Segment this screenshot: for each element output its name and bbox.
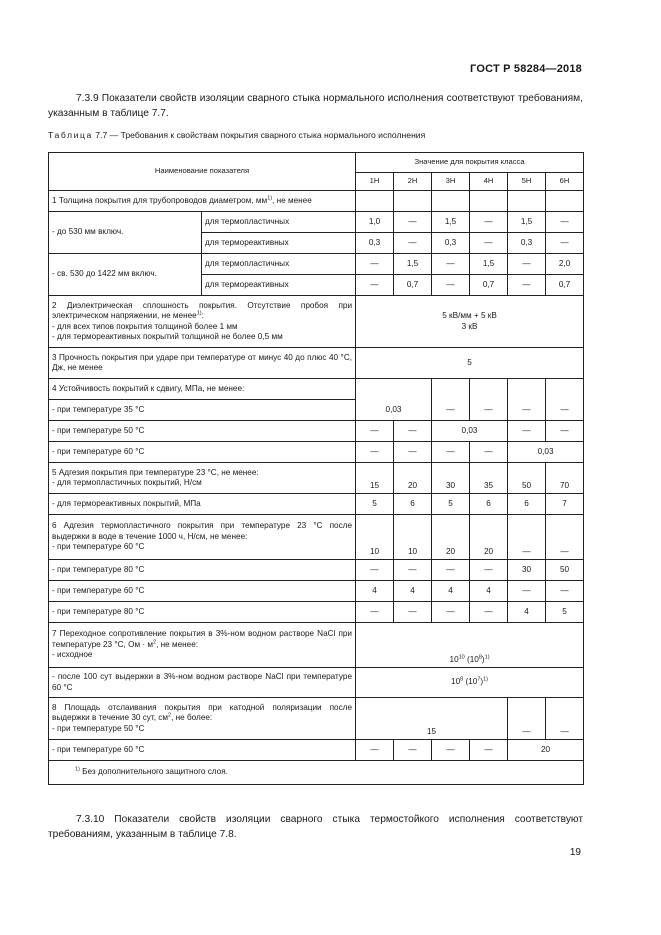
header-class-values: Значение для покрытия класса: [356, 153, 584, 173]
value-cell: —: [546, 421, 584, 442]
value-cell: —: [546, 581, 584, 602]
value-cell: —: [356, 254, 394, 275]
value-cell: 30: [432, 463, 470, 494]
outro-paragraph: 7.3.10 Показатели свойств изоляции сварного стыка термостойкого исполнения соответствуют требованиям, указанным в таблице 7.8.: [48, 814, 583, 840]
header-indicator-name: Наименование показателя: [49, 153, 356, 191]
value-cell: 1,0: [356, 212, 394, 233]
value-cell: —: [432, 442, 470, 463]
value-cell: —: [470, 212, 508, 233]
value-cell: —: [356, 602, 394, 623]
value-cell: 0,7: [470, 275, 508, 296]
value-cell: —: [432, 560, 470, 581]
value-cell: 6: [470, 494, 508, 515]
section-3-label: 3 Прочность покрытия при ударе при температуре от минус 40 до плюс 40 °С, Дж, не менее: [49, 348, 356, 379]
s6-row-2-label: - при температуре 80 °С: [49, 560, 356, 581]
value-cell: —: [546, 698, 584, 740]
header-class-2: 2Н: [394, 173, 432, 191]
table-caption-number: 7.7 —: [92, 130, 121, 140]
value-cell: —: [394, 602, 432, 623]
s1-g2-sub-1: для термопластичных: [202, 254, 356, 275]
section-6-label: 6 Адгезия термопластичного покрытия при температуре 23 °С после выдержки в воде в течение 1000 ч, Н/см, не менее: - при температуре 60 °С: [49, 515, 356, 560]
table-row: [49, 494, 584, 515]
table-row: [49, 254, 584, 275]
table-caption: [48, 130, 588, 140]
value-cell: 1,5: [432, 212, 470, 233]
table-row: [49, 348, 584, 379]
s7-row-2-label: - после 100 сут выдержки в 3%-ном водном растворе NaCl при температуре 60 °С: [49, 668, 356, 698]
value-cell: —: [508, 515, 546, 560]
table-row: [49, 212, 584, 233]
value-cell: —: [470, 740, 508, 761]
table-row: [49, 560, 584, 581]
value-cell: —: [394, 560, 432, 581]
value-cell: —: [508, 275, 546, 296]
s4-row-3-label: - при температуре 60 °С: [49, 442, 356, 463]
value-cell: 50: [508, 463, 546, 494]
table-row: [49, 623, 584, 668]
value-cell: 0,3: [432, 233, 470, 254]
value-cell: —: [508, 400, 546, 421]
value-cell: —: [394, 740, 432, 761]
value-cell: —: [432, 254, 470, 275]
table-row: [49, 400, 584, 421]
table-row: [49, 442, 584, 463]
s5-row-2-label: - для термореактивных покрытий, МПа: [49, 494, 356, 515]
section-7-label: 7 Переходное сопротивление покрытия в 3%-ном водном растворе NaCl при температуре 23 °С, Ом · $м^2$, не менее: - исходное: [49, 623, 356, 668]
table-row: [49, 463, 584, 494]
value-cell: —: [546, 212, 584, 233]
value-cell: —: [356, 740, 394, 761]
table-row: [49, 296, 584, 348]
table-caption-prefix: Таблица: [48, 130, 93, 140]
value-cell: —: [470, 400, 508, 421]
value-cell: 4: [356, 581, 394, 602]
intro-paragraph: 7.3.9 Показатели свойств изоляции сварного стыка нормального исполнения соответствуют требованиям, указанным в таблице 7.7.: [48, 93, 583, 119]
table-row: [49, 740, 584, 761]
value-cell: —: [508, 254, 546, 275]
value-cell: —: [546, 400, 584, 421]
value-cell: —: [470, 560, 508, 581]
section-1-title: 1 Толщина покрытия для трубопроводов диаметром, $мм^{1)}$, не менее: [49, 191, 356, 212]
value-cell: —: [394, 442, 432, 463]
value-cell: 1,5: [508, 212, 546, 233]
value-cell: 20: [394, 463, 432, 494]
s4-empty-4: [470, 379, 508, 400]
value-cell: 15: [356, 698, 508, 740]
value-cell: 10: [394, 515, 432, 560]
value-cell: 2,0: [546, 254, 584, 275]
value-cell: —: [432, 602, 470, 623]
value-cell: 7: [546, 494, 584, 515]
s1-empty-3: [432, 191, 470, 212]
s6-row-4-label: - при температуре 80 °С: [49, 602, 356, 623]
s1-empty-4: [470, 191, 508, 212]
value-cell: 0,03: [356, 400, 432, 421]
value-cell: —: [432, 740, 470, 761]
table-row: [49, 581, 584, 602]
value-cell: 30: [508, 560, 546, 581]
table-row: [49, 515, 584, 560]
value-cell: 0,3: [508, 233, 546, 254]
table-caption-title: Требования к свойствам покрытия сварного стыка нормального исполнения: [120, 130, 426, 140]
value-cell: —: [508, 698, 546, 740]
section-3-value: 5: [356, 348, 584, 379]
value-cell: 0,7: [546, 275, 584, 296]
table-row: [49, 602, 584, 623]
value-cell: —: [356, 560, 394, 581]
section-5-label: 5 Адгезия покрытия при температуре 23 °С, не менее: - для термопластичных покрытий, Н/см: [49, 463, 356, 494]
value-cell: —: [546, 515, 584, 560]
s4-empty-5: [508, 379, 546, 400]
value-cell: 1,5: [470, 254, 508, 275]
requirements-table: [48, 152, 584, 785]
value-cell: 50: [546, 560, 584, 581]
table-footnote: $^{1)}$ Без дополнительного защитного слоя.: [49, 761, 584, 785]
section-2-value: 5 кВ/мм + 5 кВ 3 кВ: [356, 296, 584, 348]
s1-g1-sub-1: для термопластичных: [202, 212, 356, 233]
value-cell: 5: [356, 494, 394, 515]
section-4-title: 4 Устойчивость покрытий к сдвигу, МПа, не менее:: [49, 379, 356, 400]
s4-empty-12: [356, 379, 432, 400]
value-cell: 15: [356, 463, 394, 494]
section-2-label: 2 Диэлектрическая сплошность покрытия. Отсутствие пробоя при электрическом напряжении, не менее$^{1)}$: - для всех типов покрытия толщиной более 1 мм - для термореактивных покрытий толщиной не более 0,5 мм: [49, 296, 356, 348]
value-cell: 20: [470, 515, 508, 560]
value-cell: —: [470, 602, 508, 623]
value-cell: 0,03: [432, 421, 508, 442]
value-cell: 0,7: [394, 275, 432, 296]
header-class-6: 6Н: [546, 173, 584, 191]
section-8-label: 8 Площадь отслаивания покрытия при катодной поляризации после выдержки в течение 30 сут, $см^2$, не более: - при температуре 50 °С: [49, 698, 356, 740]
s1-empty-6: [546, 191, 584, 212]
value-cell: 4: [470, 581, 508, 602]
value-cell: —: [432, 275, 470, 296]
value-cell: —: [356, 275, 394, 296]
value-cell: 6: [508, 494, 546, 515]
value-cell: 70: [546, 463, 584, 494]
header-class-3: 3Н: [432, 173, 470, 191]
table-row: [49, 668, 584, 698]
value-cell: —: [356, 442, 394, 463]
value-cell: —: [394, 212, 432, 233]
table-row: [49, 421, 584, 442]
value-cell: 1,5: [394, 254, 432, 275]
s1-empty-1: [356, 191, 394, 212]
header-class-4: 4Н: [470, 173, 508, 191]
document-code: ГОСТ Р 58284—2018: [470, 63, 582, 75]
s6-row-3-label: - при температуре 60 °С: [49, 581, 356, 602]
header-class-1: 1Н: [356, 173, 394, 191]
header-class-5: 5Н: [508, 173, 546, 191]
value-cell: 0,3: [356, 233, 394, 254]
section-7-value-1: $10^{10}$ $(10^8)^{1)}$: [356, 623, 584, 668]
value-cell: 35: [470, 463, 508, 494]
value-cell: 6: [394, 494, 432, 515]
value-cell: —: [356, 421, 394, 442]
value-cell: 5: [432, 494, 470, 515]
value-cell: —: [394, 421, 432, 442]
value-cell: 5: [546, 602, 584, 623]
s4-empty-6: [546, 379, 584, 400]
value-cell: 20: [432, 515, 470, 560]
s1-g1-sub-2: для термореактивных: [202, 233, 356, 254]
value-cell: —: [508, 421, 546, 442]
table-row: [49, 698, 584, 740]
s4-empty-3: [432, 379, 470, 400]
value-cell: 0,03: [508, 442, 584, 463]
value-cell: —: [508, 581, 546, 602]
value-cell: 4: [508, 602, 546, 623]
s4-row-1-label: - при температуре 35 °С: [49, 400, 356, 421]
s8-row-2-label: - при температуре 60 °С: [49, 740, 356, 761]
value-cell: —: [394, 233, 432, 254]
value-cell: —: [546, 233, 584, 254]
s1-empty-2: [394, 191, 432, 212]
s1-empty-5: [508, 191, 546, 212]
s1-g2-sub-2: для термореактивных: [202, 275, 356, 296]
s1-group-1-label: - до 530 мм включ.: [49, 212, 202, 254]
value-cell: 10: [356, 515, 394, 560]
value-cell: 4: [394, 581, 432, 602]
section-7-value-2: $10^8$ $(10^7)^{1)}$: [356, 668, 584, 698]
value-cell: —: [432, 400, 470, 421]
page-number: 19: [569, 847, 581, 858]
s1-group-2-label: - св. 530 до 1422 мм включ.: [49, 254, 202, 296]
value-cell: —: [470, 233, 508, 254]
value-cell: 4: [432, 581, 470, 602]
value-cell: 20: [508, 740, 584, 761]
value-cell: —: [470, 442, 508, 463]
s4-row-2-label: - при температуре 50 °С: [49, 421, 356, 442]
